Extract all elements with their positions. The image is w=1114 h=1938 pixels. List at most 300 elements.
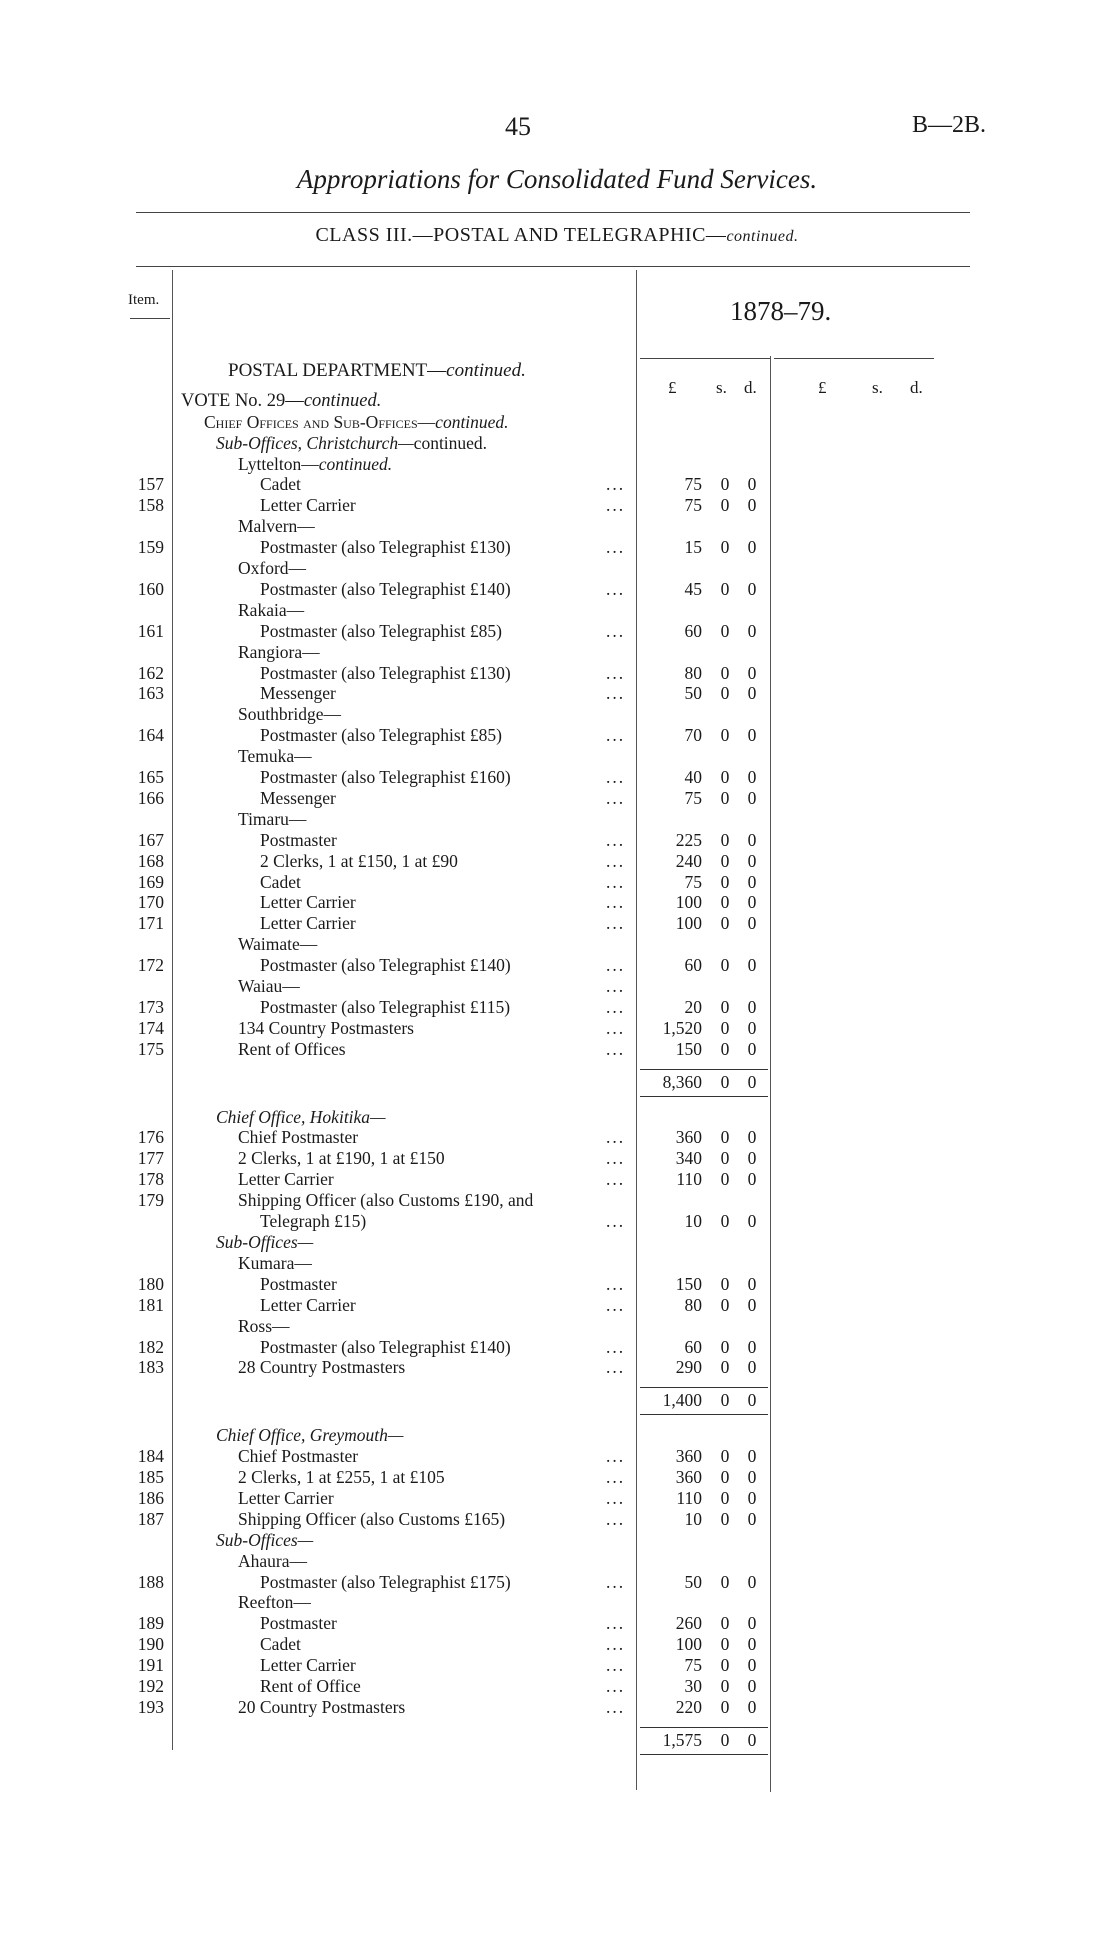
amount-pence: 0 [747,955,757,975]
table-row [0,495,1114,516]
row-description [260,892,356,913]
amount-pence: 0 [747,621,757,641]
amount-pence: 0 [747,1676,757,1696]
row-description-text: Letter Carrier [260,913,356,933]
amount-pounds: 360 [675,1467,702,1487]
table-row [0,1295,1114,1316]
item-column-header: Item. [128,292,160,308]
row-description-text: Sub-Offices— [216,1232,314,1252]
row-description-text: Ahaura— [238,1551,308,1571]
amount-shillings: 0 [720,1295,730,1315]
item-number: 176 [137,1127,164,1147]
row-description [238,934,317,955]
currency-pounds-header: £ [668,378,677,397]
amount-pounds: 110 [676,1488,702,1508]
table-row [0,1572,1114,1593]
leader-dots: ... [606,537,626,557]
item-number: 164 [137,725,164,745]
item-number: 193 [137,1697,164,1717]
item-number: 173 [137,997,164,1017]
row-description [216,1425,403,1446]
table-row [0,1337,1114,1358]
subtotal-row [0,1730,1114,1751]
row-description-text: Chief Postmaster [238,1127,359,1147]
amount-pounds: 340 [675,1148,702,1168]
item-number: 175 [137,1039,164,1059]
row-description [238,1018,414,1039]
table-row [0,1509,1114,1530]
amount-pounds: 290 [675,1357,702,1377]
amount-pounds: 60 [684,1337,702,1357]
leader-dots: ... [606,767,626,787]
table-row [0,1232,1114,1253]
row-description [238,704,341,725]
table-row [0,830,1114,851]
table-row [0,642,1114,663]
row-description-text: Postmaster (also Telegraphist £130) [260,537,511,557]
item-number: 168 [137,851,164,871]
amount-shillings: 0 [720,872,730,892]
amount-pounds: 220 [675,1697,702,1717]
item-number: 170 [137,892,164,912]
row-description [260,851,458,872]
amount-shillings: 0 [720,851,730,871]
amount-pounds: 70 [684,725,702,745]
item-number: 162 [137,663,164,683]
row-description [216,1530,313,1551]
item-number: 184 [137,1446,164,1466]
row-description-text: Rakaia— [238,600,305,620]
leader-dots: ... [606,1148,626,1168]
table-row [0,663,1114,684]
table-row [0,1613,1114,1634]
table-row [0,558,1114,579]
amount-shillings: 0 [720,725,730,745]
leader-dots: ... [606,788,626,808]
year-header: 1878–79. [730,296,832,326]
amount-pence: 0 [747,1337,757,1357]
item-number: 178 [137,1169,164,1189]
amount-shillings: 0 [720,537,730,557]
amount-pence: 0 [747,1697,757,1717]
leader-dots: ... [606,579,626,599]
table-row [0,683,1114,704]
leader-dots: ... [606,663,626,683]
subtotal-rule-top [640,1727,768,1728]
leader-dots: ... [606,1467,626,1487]
row-description-suffix: continued. [435,412,509,432]
table-row [0,1551,1114,1572]
leader-dots: ... [606,1357,626,1377]
row-description [216,433,487,454]
amount-pence: 0 [747,830,757,850]
subtotal-rule-bottom [640,1096,768,1097]
amount-pounds: 1,520 [662,1018,702,1038]
row-description-text: Postmaster (also Telegraphist £85) [260,621,502,641]
amount-shillings: 0 [720,1072,730,1092]
row-description-text: Cadet [260,1634,301,1654]
table-row [0,1039,1114,1060]
amount-pounds: 360 [675,1446,702,1466]
row-description [238,1551,307,1572]
row-description-text: Rent of Offices [238,1039,346,1059]
row-description-text: Oxford— [238,558,307,578]
row-description [260,1337,511,1358]
row-description-text: Letter Carrier [260,495,356,515]
row-description-text: 2 Clerks, 1 at £190, 1 at £150 [238,1148,445,1168]
subtotal-rule-top [640,1387,768,1388]
row-description-text: Shipping Officer (also Customs £165) [238,1509,506,1529]
amount-shillings: 0 [720,830,730,850]
amount-shillings: 0 [720,997,730,1017]
item-number: 186 [137,1488,164,1508]
amount-pounds: 80 [684,1295,702,1315]
amount-shillings: 0 [720,892,730,912]
row-description-text: Malvern— [238,516,315,536]
class-title-main: CLASS III.—POSTAL AND TELEGRAPHIC— [315,224,727,246]
subtotal-row [0,1072,1114,1093]
row-description-suffix: continued. [413,433,488,453]
row-description-text: Letter Carrier [260,1295,356,1315]
row-description [238,746,312,767]
subtotal-rule-bottom [640,1754,768,1755]
row-description-suffix: continued. [318,454,393,474]
row-description-text: Letter Carrier [260,1655,356,1675]
row-description-text: Chief Office, Greymouth— [216,1425,404,1445]
currency-pence-header: d. [744,378,757,397]
amount-pence: 0 [747,997,757,1017]
leader-dots: ... [606,1509,626,1529]
row-description-text: Postmaster [260,1274,337,1294]
table-row [0,537,1114,558]
row-description [260,1655,356,1676]
table-row [0,704,1114,725]
table-row [0,955,1114,976]
row-description-text: Shipping Officer (also Customs £190, and [238,1190,534,1210]
row-description [260,1572,511,1593]
table-row [0,1592,1114,1613]
item-number: 157 [137,474,164,494]
row-description [238,1190,533,1211]
leader-dots: ... [606,495,626,515]
row-description-text: Telegraph £15) [260,1211,367,1231]
amount-pounds: 225 [675,830,702,850]
row-description [260,579,511,600]
subtotal-rule-top [640,1069,768,1070]
table-row [0,851,1114,872]
table-row [0,474,1114,495]
row-description [260,1211,366,1232]
row-description [260,621,502,642]
row-description [260,1613,337,1634]
page-number: 45 [505,112,531,141]
amount-pence: 0 [747,767,757,787]
row-description-text: Waimate— [238,934,318,954]
leader-dots: ... [606,683,626,703]
item-number: 181 [137,1295,164,1315]
table-row [0,600,1114,621]
amount-pounds: 260 [675,1613,702,1633]
row-description [238,1148,445,1169]
row-description-text: Southbridge— [238,704,342,724]
row-description [238,454,392,475]
amount-shillings: 0 [720,1039,730,1059]
table-row [0,976,1114,997]
row-description [238,516,315,537]
rule-under-class [136,266,970,267]
item-number: 177 [137,1148,164,1168]
row-description-text: Reefton— [238,1592,311,1612]
leader-dots: ... [606,955,626,975]
table-row [0,1316,1114,1337]
row-description-text: Chief Office, Hokitika— [216,1107,386,1127]
item-number: 192 [137,1676,164,1696]
table-row [0,1253,1114,1274]
amount-pounds: 20 [684,997,702,1017]
amount-pounds: 50 [684,1572,702,1592]
amount-shillings: 0 [720,474,730,494]
amount-shillings: 0 [720,1572,730,1592]
amount-pounds: 45 [684,579,702,599]
row-description [260,725,502,746]
item-number: 188 [137,1572,164,1592]
row-description [238,1488,334,1509]
item-number: 187 [137,1509,164,1529]
row-description [260,872,301,893]
row-description-text: Chief Postmaster [238,1446,359,1466]
class-title-suffix: continued. [726,228,799,245]
item-header-rule [130,318,170,319]
page-title: Appropriations for Consolidated Fund Services. [296,164,818,194]
leader-dots: ... [606,913,626,933]
table-row [0,746,1114,767]
amount-pence: 0 [747,1169,757,1189]
row-description [238,1509,505,1530]
row-description [238,1253,312,1274]
row-description [181,391,381,412]
amount-pence: 0 [747,1613,757,1633]
row-description [260,788,336,809]
leader-dots: ... [606,1337,626,1357]
amount-shillings: 0 [720,1634,730,1654]
amount-pence: 0 [747,1018,757,1038]
leader-dots: ... [606,851,626,871]
item-number: 171 [137,913,164,933]
row-description-text: Letter Carrier [238,1488,334,1508]
leader-dots: ... [606,1697,626,1717]
row-description [260,830,337,851]
amount-pence: 0 [747,1148,757,1168]
table-row [0,1107,1114,1128]
amount-shillings: 0 [720,1274,730,1294]
amount-shillings: 0 [720,1127,730,1147]
table-row [0,1190,1114,1211]
amount-pounds: 240 [675,851,702,871]
amount-shillings: 0 [720,1390,730,1410]
table-row [0,997,1114,1018]
row-description-text: 20 Country Postmasters [238,1697,406,1717]
row-description-text: Sub-Offices, Christchurch— [216,433,414,453]
leader-dots: ... [606,1127,626,1147]
row-description [260,495,356,516]
table-row [0,579,1114,600]
amount-pence: 0 [747,892,757,912]
leader-dots: ... [606,1676,626,1696]
amount-pence: 0 [747,725,757,745]
amount-shillings: 0 [720,1148,730,1168]
table-row [0,788,1114,809]
leader-dots: ... [606,1488,626,1508]
amount-shillings: 0 [720,663,730,683]
leader-dots: ... [606,976,626,996]
amount-pence: 0 [747,1127,757,1147]
table-row [0,892,1114,913]
subtotal-rule-bottom [640,1414,768,1415]
amount-pounds: 10 [684,1509,702,1529]
row-description-text: Rangiora— [238,642,320,662]
amount-shillings: 0 [720,767,730,787]
subtotal-row [0,1390,1114,1411]
amount-shillings: 0 [720,788,730,808]
currency-header-rule-right [774,358,934,359]
leader-dots: ... [606,1018,626,1038]
amount-pence: 0 [747,913,757,933]
amount-pence: 0 [747,495,757,515]
row-description-text: Sub-Offices— [216,1530,314,1550]
table-row [0,516,1114,537]
currency-shillings-header: s. [716,378,727,397]
row-description [260,474,301,495]
table-row [0,872,1114,893]
amount-shillings: 0 [720,1211,730,1231]
table-row [0,1127,1114,1148]
table-row [0,725,1114,746]
amount-pounds: 360 [675,1127,702,1147]
amount-pounds: 10 [684,1211,702,1231]
item-number: 160 [137,579,164,599]
amount-shillings: 0 [720,1730,730,1750]
amount-shillings: 0 [720,1018,730,1038]
amount-pence: 0 [747,1467,757,1487]
row-description [238,600,304,621]
row-description-text: Temuka— [238,746,312,766]
item-number: 172 [137,955,164,975]
row-description-text: Postmaster (also Telegraphist £115) [260,997,511,1017]
table-row [0,1018,1114,1039]
row-description-text: POSTAL DEPARTMENT— [228,360,447,381]
table-row [0,767,1114,788]
amount-pence: 0 [747,1634,757,1654]
amount-pence: 0 [747,1039,757,1059]
row-description-text: Postmaster (also Telegraphist £175) [260,1572,511,1592]
amount-pounds: 30 [684,1676,702,1696]
row-description [260,537,511,558]
leader-dots: ... [606,1039,626,1059]
amount-pence: 0 [747,1572,757,1592]
row-description [238,976,300,997]
table-row [0,1634,1114,1655]
item-number: 165 [137,767,164,787]
row-description [260,663,511,684]
document-reference: B—2B. [912,112,987,138]
amount-shillings: 0 [720,495,730,515]
amount-pounds: 60 [684,621,702,641]
table-row [0,913,1114,934]
row-description-text: Letter Carrier [238,1169,334,1189]
item-number: 166 [137,788,164,808]
amount-pence: 0 [747,1509,757,1529]
table-row [0,1676,1114,1697]
table-row [0,1148,1114,1169]
row-description-text: Timaru— [238,809,307,829]
table-row [0,1530,1114,1551]
table-row [0,934,1114,955]
leader-dots: ... [606,1613,626,1633]
item-number: 190 [137,1634,164,1654]
leader-dots: ... [606,1446,626,1466]
row-description-text: Kumara— [238,1253,312,1273]
amount-pounds: 100 [675,892,702,912]
amount-pounds: 100 [675,1634,702,1654]
table-row [0,1425,1114,1446]
currency-pence-header-2: d. [910,378,923,397]
leader-dots: ... [606,872,626,892]
table-row [0,360,1114,381]
leader-dots: ... [606,892,626,912]
row-description-text: Lyttelton— [238,454,319,474]
amount-pounds: 150 [675,1274,702,1294]
row-description-text: Postmaster (also Telegraphist £160) [260,767,511,787]
item-number: 169 [137,872,164,892]
row-description [238,1127,358,1148]
row-description-text: Letter Carrier [260,892,356,912]
row-description-text: 134 Country Postmasters [238,1018,414,1038]
amount-pence: 0 [747,851,757,871]
row-description [238,1592,311,1613]
amount-pounds: 75 [684,474,702,494]
amount-pence: 0 [747,1072,757,1092]
item-number: 174 [137,1018,164,1038]
row-description [238,1316,290,1337]
amount-pounds: 100 [675,913,702,933]
item-number: 185 [137,1467,164,1487]
item-number: 159 [137,537,164,557]
leader-dots: ... [606,1634,626,1654]
row-description [216,1232,313,1253]
amount-pounds: 110 [676,1169,702,1189]
row-description-text: 28 Country Postmasters [238,1357,406,1377]
row-description-text: Cadet [260,872,301,892]
row-description-text: Messenger [260,788,336,808]
amount-pounds: 8,360 [662,1072,702,1092]
table-row [0,809,1114,830]
leader-dots: ... [606,474,626,494]
row-description-text: Chief Offices and Sub-Offices— [204,412,436,432]
amount-shillings: 0 [720,1697,730,1717]
row-description-text: Postmaster (also Telegraphist £140) [260,579,511,599]
item-number: 158 [137,495,164,515]
row-description [238,1697,405,1718]
table-row [0,412,1114,433]
row-description [238,1446,358,1467]
amount-shillings: 0 [720,1613,730,1633]
amount-shillings: 0 [720,1509,730,1529]
amount-pounds: 150 [675,1039,702,1059]
row-description-text: 2 Clerks, 1 at £255, 1 at £105 [238,1467,445,1487]
amount-pounds: 1,575 [662,1730,702,1750]
amount-pounds: 75 [684,1655,702,1675]
amount-pounds: 75 [684,495,702,515]
